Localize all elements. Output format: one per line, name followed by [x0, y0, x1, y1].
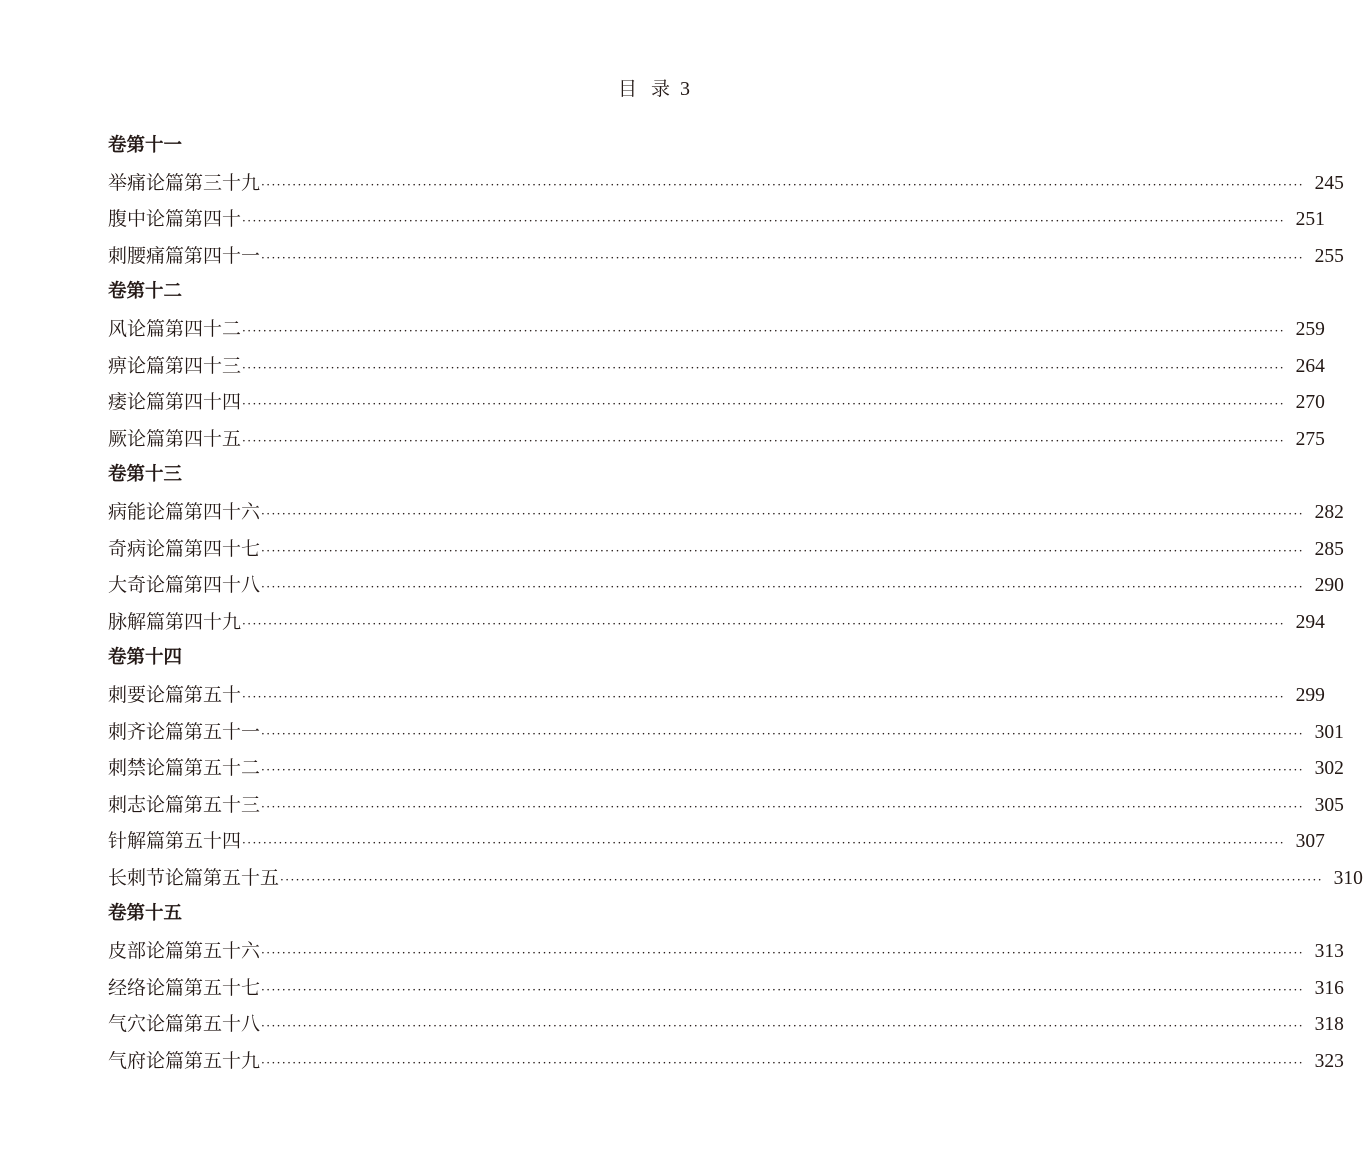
toc-page-number: 318 — [1314, 1014, 1344, 1036]
dot-leader: ········································································································································································································ — [242, 323, 1285, 338]
toc-page-number: 294 — [1295, 611, 1325, 633]
toc-entry[interactable] — [108, 933, 1344, 970]
dot-leader: ········································································································································································································ — [261, 580, 1304, 595]
toc-entry[interactable] — [108, 421, 1325, 458]
toc-page-number: 299 — [1295, 684, 1325, 706]
toc-title: 针解篇第五十四 — [108, 830, 242, 853]
toc-title: 风论篇第四十二 — [108, 317, 242, 340]
dot-leader: ········································································································································································································ — [261, 1055, 1304, 1070]
dot-leader: ········································································································································································································ — [261, 1019, 1304, 1034]
toc-entry[interactable] — [108, 750, 1344, 787]
toc-section-heading — [108, 640, 690, 677]
dot-leader: ········································································································································································································ — [261, 177, 1304, 192]
toc-page-number: 264 — [1295, 355, 1325, 377]
toc-page-number: 310 — [1333, 867, 1363, 889]
toc-title: 刺禁论篇第五十二 — [108, 757, 261, 780]
toc-title: 刺要论篇第五十 — [108, 683, 242, 706]
toc-title: 气府论篇第五十九 — [108, 1049, 261, 1072]
toc-entry[interactable] — [108, 567, 1344, 604]
toc-title: 长刺节论篇第五十五 — [108, 866, 280, 889]
table-of-contents — [108, 128, 1363, 1079]
toc-title: 腹中论篇第四十 — [108, 208, 242, 231]
toc-entry[interactable] — [108, 604, 1325, 641]
toc-title: 卷第十五 — [108, 903, 183, 925]
toc-title: 大奇论篇第四十八 — [108, 574, 261, 597]
toc-entry[interactable] — [108, 494, 1344, 531]
toc-title: 刺腰痛篇第四十一 — [108, 244, 261, 267]
dot-leader: ········································································································································································································ — [261, 946, 1304, 961]
dot-leader: ········································································································································································································ — [242, 836, 1285, 851]
toc-page-number: 285 — [1314, 538, 1344, 560]
toc-title: 卷第十四 — [108, 647, 183, 669]
toc-page-number: 259 — [1295, 318, 1325, 340]
dot-leader: ········································································································································································································ — [242, 397, 1285, 412]
toc-page-number: 316 — [1314, 977, 1344, 999]
toc-title: 气穴论篇第五十八 — [108, 1013, 261, 1036]
toc-page-number: 251 — [1295, 209, 1325, 231]
dot-leader: ········································································································································································································ — [242, 214, 1285, 229]
toc-entry[interactable] — [108, 384, 1325, 421]
toc-entry[interactable] — [108, 348, 1325, 385]
toc-title: 皮部论篇第五十六 — [108, 940, 261, 963]
dot-leader: ········································································································································································································ — [242, 616, 1285, 631]
toc-entry[interactable] — [108, 1006, 1344, 1043]
toc-page-number: 307 — [1295, 831, 1325, 853]
toc-section-heading — [108, 128, 690, 165]
toc-page-number: 255 — [1314, 245, 1344, 267]
toc-entry[interactable] — [108, 677, 1325, 714]
toc-page-number: 313 — [1314, 941, 1344, 963]
dot-leader: ········································································································································································································ — [242, 360, 1285, 375]
toc-entry[interactable] — [108, 531, 1344, 568]
toc-title: 脉解篇第四十九 — [108, 610, 242, 633]
dot-leader: ········································································································································································································ — [261, 543, 1304, 558]
toc-section-heading — [108, 274, 690, 311]
toc-page-number: 270 — [1295, 392, 1325, 414]
toc-title: 刺齐论篇第五十一 — [108, 720, 261, 743]
toc-entry[interactable] — [108, 201, 1325, 238]
toc-page-number: 301 — [1314, 721, 1344, 743]
toc-title: 病能论篇第四十六 — [108, 500, 261, 523]
toc-title: 经络论篇第五十七 — [108, 976, 261, 999]
toc-page-number: 290 — [1314, 575, 1344, 597]
dot-leader: ········································································································································································································ — [261, 726, 1304, 741]
toc-page-number: 245 — [1314, 172, 1344, 194]
toc-page-number: 282 — [1314, 501, 1344, 523]
dot-leader: ········································································································································································································ — [280, 872, 1323, 887]
toc-section-heading — [108, 896, 690, 933]
dot-leader: ········································································································································································································ — [261, 982, 1304, 997]
dot-leader: ········································································································································································································ — [261, 799, 1304, 814]
toc-title: 卷第十一 — [108, 135, 183, 156]
toc-section-heading — [108, 457, 690, 494]
toc-title: 刺志论篇第五十三 — [108, 793, 261, 816]
dot-leader: ········································································································································································································ — [242, 433, 1285, 448]
header-title-char: 目 — [617, 78, 637, 100]
toc-entry[interactable] — [108, 970, 1344, 1007]
toc-title: 痹论篇第四十三 — [108, 354, 242, 377]
toc-entry[interactable] — [108, 311, 1325, 348]
toc-title: 卷第十三 — [108, 464, 183, 486]
toc-entry[interactable] — [108, 238, 1344, 275]
toc-page-number: 275 — [1295, 428, 1325, 450]
toc-page-number: 302 — [1314, 758, 1344, 780]
toc-entry[interactable] — [108, 714, 1344, 751]
toc-page-number: 323 — [1314, 1050, 1344, 1072]
dot-leader: ········································································································································································································ — [261, 250, 1304, 265]
toc-entry[interactable] — [108, 860, 1363, 897]
dot-leader: ········································································································································································································ — [261, 763, 1304, 778]
dot-leader: ········································································································································································································ — [261, 506, 1304, 521]
toc-entry[interactable] — [108, 165, 1344, 202]
toc-entry[interactable] — [108, 1043, 1344, 1080]
toc-title: 卷第十二 — [108, 281, 183, 303]
running-header — [618, 74, 690, 101]
toc-title: 举痛论篇第三十九 — [108, 171, 261, 194]
toc-title: 奇病论篇第四十七 — [108, 537, 261, 560]
toc-title: 痿论篇第四十四 — [108, 391, 242, 414]
toc-page-number: 305 — [1314, 794, 1344, 816]
page-number: 3 — [680, 78, 690, 100]
toc-entry[interactable] — [108, 823, 1325, 860]
toc-title: 厥论篇第四十五 — [108, 427, 242, 450]
dot-leader: ········································································································································································································ — [242, 689, 1285, 704]
header-title-char: 录 — [650, 78, 670, 100]
toc-entry[interactable] — [108, 787, 1344, 824]
